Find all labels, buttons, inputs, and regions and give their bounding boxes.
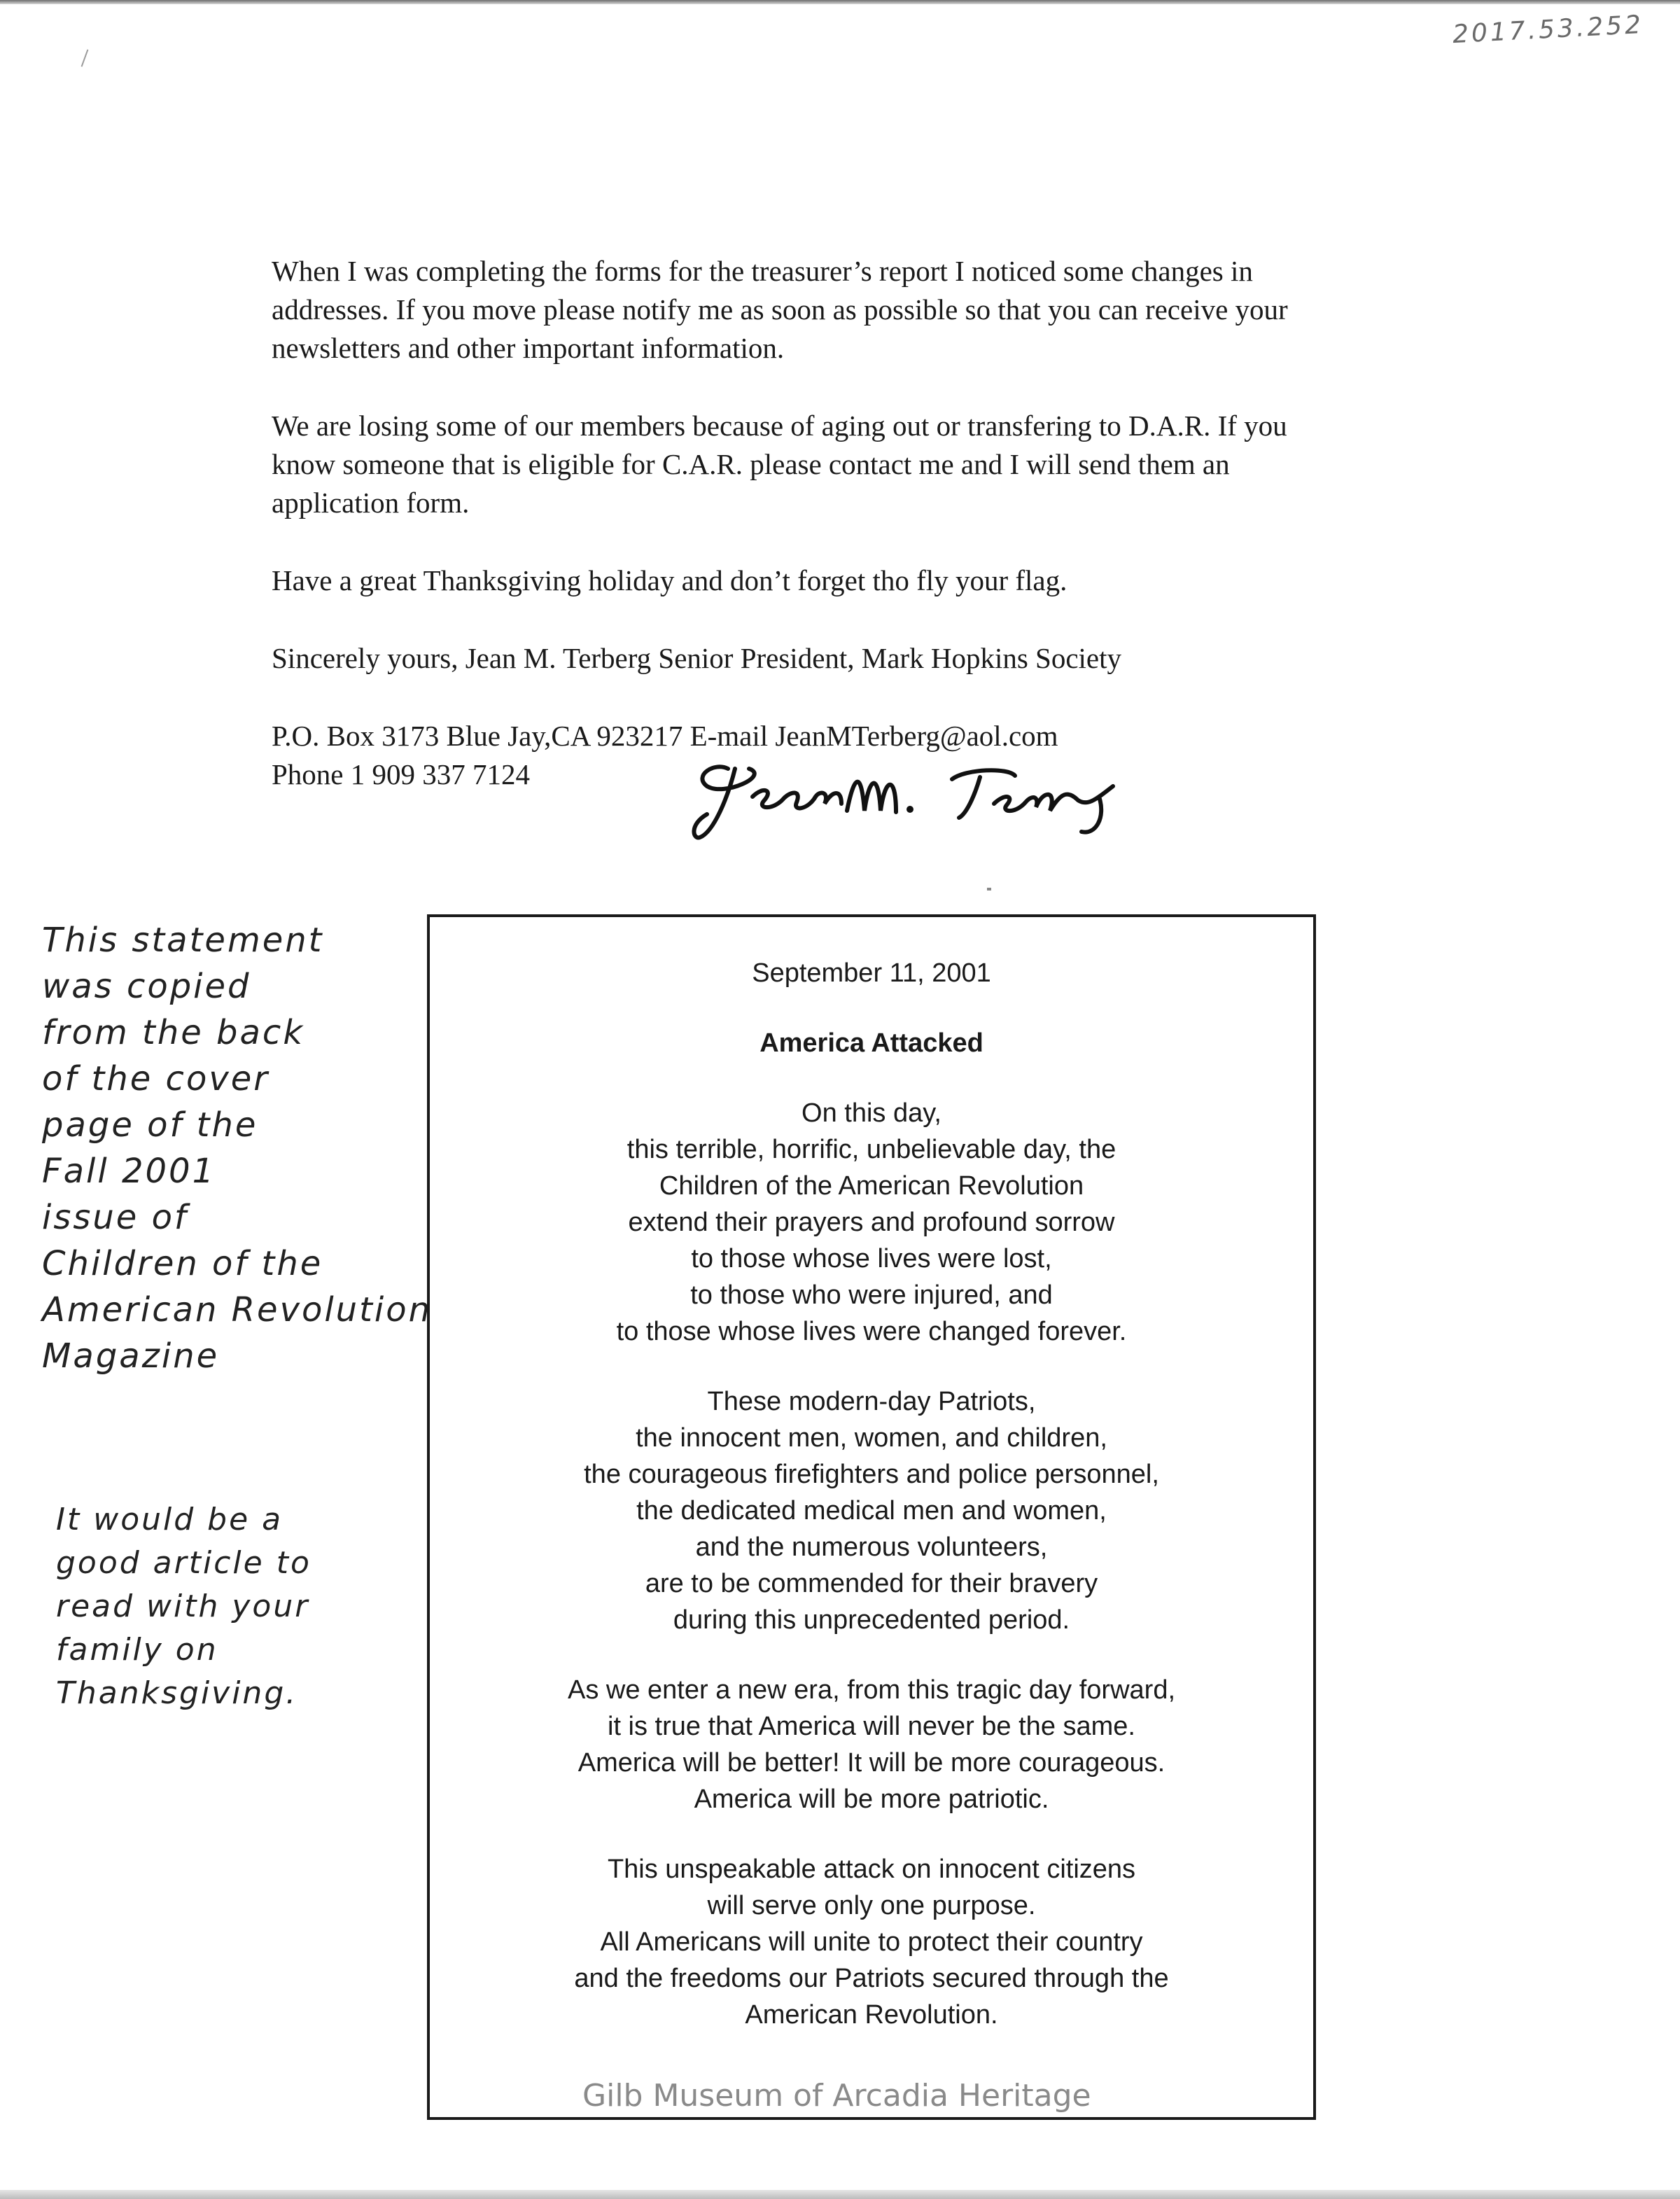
handwritten-note-suggestion: It would be a good article to read with your family on Thanksgiving. — [56, 1502, 312, 1711]
museum-watermark: Gilb Museum of Arcadia Heritage — [582, 2078, 1091, 2114]
handwritten-note: This statement was copied from the back of the cover page of the Fall 2001 issue of Children of the American Revolution Magazine — [42, 921, 433, 1376]
pencil-mark — [81, 49, 89, 67]
letter-paragraph-address-changes: When I was completing the forms for the treasurer’s report I noticed some changes in addresses. If you move please notify me as soon as possible so that you can receive your newsletters and other important information. — [272, 255, 1288, 364]
statement-title: America Attacked — [760, 1028, 983, 1058]
scan-top-edge — [0, 0, 1680, 4]
letter-paragraph-members: We are losing some of our members because of aging out or transfering to D.A.R. If you know someone that is eligible for C.A.R. please contact me and I will send them an application form. — [272, 410, 1287, 519]
statement-stanza: On this day, this terrible, horrific, unbelievable day, the Children of the American Revolution extend their prayers and profound sorrow to those whose lives were lost, to those who were injured, and to those whose lives were changed forever. — [616, 1098, 1127, 1346]
handwritten-signature — [686, 748, 1134, 846]
letter-body — [272, 252, 1462, 833]
statement-stanza: As we enter a new era, from this tragic day forward, it is true that America will never be the same. America will be better! It will be more courageous. America will be more patriotic. — [567, 1675, 1176, 1814]
scan-bottom-edge — [0, 2190, 1680, 2199]
statement-date: September 11, 2001 — [752, 958, 991, 988]
statement-stanza: These modern-day Patriots, the innocent men, women, and children, the courageous firefighters and police personnel, the dedicated medical men and women, and the numerous volunteers, are to be commended for their bravery during this unprecedented period. — [584, 1387, 1159, 1635]
letter-contact-address: P.O. Box 3173 Blue Jay,CA 923217 E-mail JeanMTerberg@aol.com Phone 1 909 337 7124 — [272, 720, 1058, 790]
letter-signoff: Sincerely yours, Jean M. Terberg Senior President, Mark Hopkins Society — [272, 642, 1122, 674]
stray-mark — [987, 888, 991, 891]
statement-stanza: This unspeakable attack on innocent citizens will serve only one purpose. All Americans will unite to protect their country and the freedoms our Patriots secured through the American Revolution. — [574, 1855, 1169, 2030]
letter-paragraph-thanksgiving: Have a great Thanksgiving holiday and don’t forget tho fly your flag. — [272, 564, 1068, 596]
catalog-number: 2017.53.252 — [1452, 10, 1644, 50]
statement-box — [427, 914, 1316, 2120]
